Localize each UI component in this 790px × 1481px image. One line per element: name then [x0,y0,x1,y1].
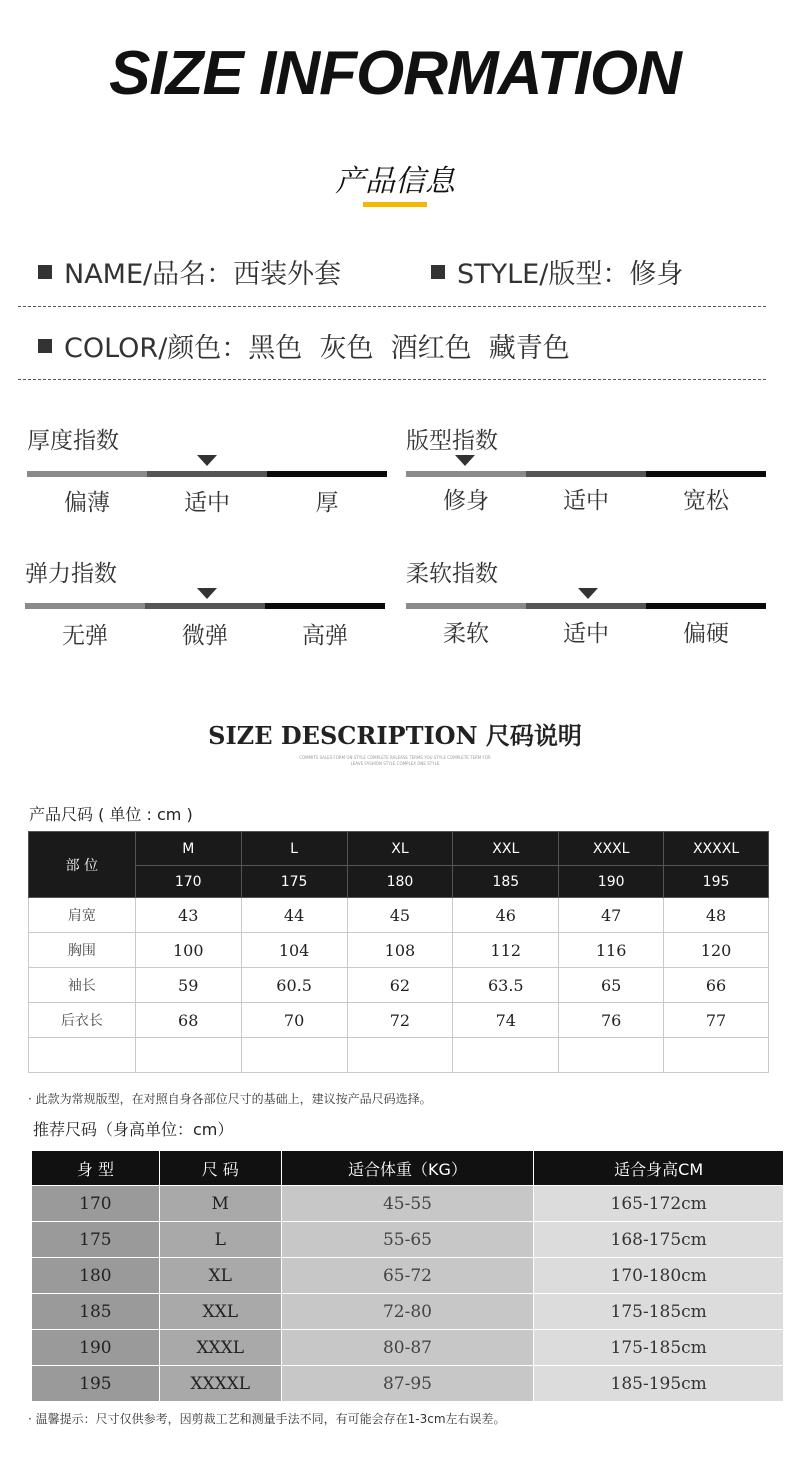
subtitle-underline [363,202,427,207]
row-label: 胸围 [29,933,136,968]
size-header-cell: XXXL [559,832,664,866]
table-cell: 112 [453,933,559,968]
recommend-header-row [32,1151,784,1186]
table-cell: 68 [135,1003,241,1038]
fit-label-slim: 修身 [443,488,489,514]
table-cell: 43 [135,898,241,933]
header-cell: 尺 码 [159,1151,281,1186]
page-title: SIZE INFORMATION [109,39,681,108]
header-cell: 适合体重（KG） [281,1151,534,1186]
height-header-row [29,866,769,898]
info-style [431,252,683,291]
height-header-cell: 180 [347,866,453,898]
product-size-label: 产品尺码 ( 单位 : cm ) [29,805,193,824]
thickness-label-thick: 厚 [315,490,339,516]
softness-label-medium: 适中 [563,621,609,647]
table-cell: 175 [32,1222,160,1258]
recommend-note: · 温馨提示：尺寸仅供参考，因剪裁工艺和测量手法不同，有可能会存在1-3cm左右误差。 [28,1412,506,1426]
size-header-row [29,832,769,866]
part-header: 部 位 [29,832,136,898]
table-cell: 44 [241,898,347,933]
divider [18,379,766,380]
table-cell: 87-95 [281,1366,534,1402]
thickness-bar [27,471,387,477]
table-row [29,933,769,968]
product-size-table [28,831,769,1073]
elasticity-marker-icon [197,588,217,599]
softness-index-title: 柔软指数 [406,561,498,587]
info-color [38,326,570,365]
table-cell: 66 [664,968,769,1003]
table-cell: 72-80 [281,1294,534,1330]
recommend-size-label: 推荐尺码（身高单位：cm） [33,1120,234,1139]
table-cell: 77 [664,1003,769,1038]
square-bullet-icon [38,339,52,353]
info-name-text: NAME/品名：西装外套 [64,259,342,290]
product-size-note: · 此款为常规版型，在对照自身各部位尺寸的基础上，建议按产品尺码选择。 [28,1092,432,1106]
thickness-marker-icon [197,455,217,466]
square-bullet-icon [38,265,52,279]
table-row [32,1186,784,1222]
table-cell: 170-180cm [534,1258,784,1294]
table-row [32,1330,784,1366]
size-header-cell: M [135,832,241,866]
table-row [29,1003,769,1038]
table-cell: 63.5 [453,968,559,1003]
table-row-empty [29,1038,769,1073]
elasticity-bar [25,603,385,609]
table-cell: 55-65 [281,1222,534,1258]
table-cell: 185-195cm [534,1366,784,1402]
height-header-cell: 195 [664,866,769,898]
row-label: 袖长 [29,968,136,1003]
table-cell: 80-87 [281,1330,534,1366]
table-row [32,1222,784,1258]
row-label: 后衣长 [29,1003,136,1038]
elasticity-label-slight: 微弹 [182,623,228,649]
size-description-title: SIZE DESCRIPTION 尺码说明 [208,721,582,750]
table-cell: 62 [347,968,453,1003]
table-cell: 46 [453,898,559,933]
table-cell: 190 [32,1330,160,1366]
table-cell: 120 [664,933,769,968]
table-cell: 70 [241,1003,347,1038]
softness-marker-icon [578,588,598,599]
table-row [32,1294,784,1330]
table-cell: 116 [559,933,664,968]
table-cell: 195 [32,1366,160,1402]
table-cell: 47 [559,898,664,933]
table-row [32,1366,784,1402]
table-cell: 45 [347,898,453,933]
size-header-cell: XXL [453,832,559,866]
size-description-small-text: COMMITS SALES FORM ON STYLE COMPLETE RALEASE TERMS YOU STYLE COMPLETE TERM FOR LEAVE FASHION STYLE COMPLEX ONE STYLE [299,755,491,766]
softness-labels [406,615,766,648]
thickness-index-title: 厚度指数 [27,428,119,454]
softness-label-hard: 偏硬 [683,621,729,647]
height-header-cell: 170 [135,866,241,898]
height-header-cell: 190 [559,866,664,898]
table-cell: 76 [559,1003,664,1038]
height-header-cell: 185 [453,866,559,898]
elasticity-label-none: 无弹 [62,623,108,649]
info-color-text: COLOR/颜色：黑色 灰色 酒红色 藏青色 [64,333,570,364]
table-cell: L [159,1222,281,1258]
table-cell: 59 [135,968,241,1003]
fit-marker-icon [455,455,475,466]
table-cell: XXL [159,1294,281,1330]
size-header-cell: XXXXL [664,832,769,866]
size-header-cell: XL [347,832,453,866]
thickness-labels [27,484,387,517]
size-header-cell: L [241,832,347,866]
divider [18,306,766,307]
table-row [29,898,769,933]
row-label: 肩宽 [29,898,136,933]
elasticity-index-title: 弹力指数 [25,561,117,587]
table-cell: XXXL [159,1330,281,1366]
table-cell: XL [159,1258,281,1294]
square-bullet-icon [431,265,445,279]
table-cell: 65 [559,968,664,1003]
table-cell: 175-185cm [534,1330,784,1366]
info-name [38,252,341,291]
softness-bar [406,603,766,609]
table-cell: 74 [453,1003,559,1038]
elasticity-label-high: 高弹 [302,623,348,649]
thickness-label-medium: 适中 [184,490,230,516]
subtitle: 产品信息 [335,164,455,199]
fit-label-medium: 适中 [563,488,609,514]
table-cell: 48 [664,898,769,933]
fit-labels [406,482,766,515]
table-cell: XXXXL [159,1366,281,1402]
height-header-cell: 175 [241,866,347,898]
recommend-size-table [31,1150,784,1402]
header-cell: 适合身高CM [534,1151,784,1186]
table-cell: 108 [347,933,453,968]
table-cell: 72 [347,1003,453,1038]
info-style-text: STYLE/版型：修身 [457,259,684,290]
header-cell: 身 型 [32,1151,160,1186]
softness-label-soft: 柔软 [443,621,489,647]
table-row [29,968,769,1003]
table-cell: 168-175cm [534,1222,784,1258]
fit-index-title: 版型指数 [406,428,498,454]
table-cell: M [159,1186,281,1222]
elasticity-labels [25,617,385,650]
table-cell: 65-72 [281,1258,534,1294]
table-cell: 170 [32,1186,160,1222]
table-cell: 165-172cm [534,1186,784,1222]
thickness-label-thin: 偏薄 [64,490,110,516]
table-cell: 185 [32,1294,160,1330]
fit-label-loose: 宽松 [683,488,729,514]
table-cell: 175-185cm [534,1294,784,1330]
table-row [32,1258,784,1294]
table-cell: 100 [135,933,241,968]
table-cell: 60.5 [241,968,347,1003]
table-cell: 45-55 [281,1186,534,1222]
table-cell: 104 [241,933,347,968]
table-cell: 180 [32,1258,160,1294]
fit-bar [406,471,766,477]
